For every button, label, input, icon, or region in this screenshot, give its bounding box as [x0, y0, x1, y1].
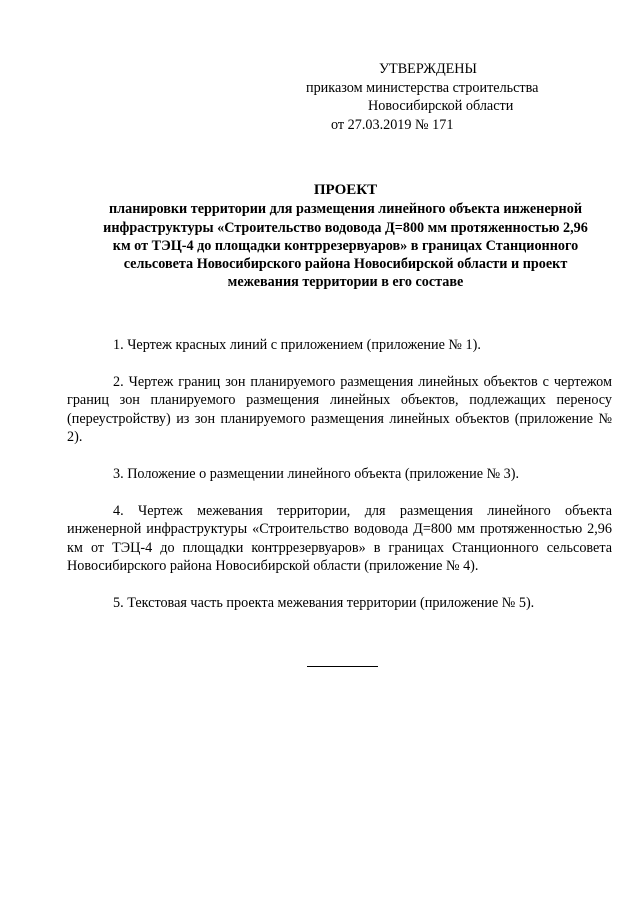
list-item-4: 4. Чертеж межевания территории, для размещения линейного объекта инженерной инфраструктуры «Строительство водовода Д=800 мм протяженностью 2,96 км от ТЭЦ-4 до площадки контррезервуаров» в границах Станционного сельсовета Новосибирского района Новосибирской области (приложение № 4). [67, 502, 612, 575]
list-item-1: 1. Чертеж красных линий с приложением (приложение № 1). [113, 337, 481, 353]
approval-stamp [0, 60, 640, 134]
end-separator-line [307, 666, 378, 667]
title-line: межевания территории в его составе [227, 274, 464, 291]
document-title [78, 181, 613, 292]
approval-status: УТВЕРЖДЕНЫ [379, 61, 477, 77]
title-heading: ПРОЕКТ [313, 182, 378, 198]
approval-region: Новосибирской области [368, 98, 514, 114]
list-item-3: 3. Положение о размещении линейного объекта (приложение № 3). [113, 465, 520, 482]
title-line: планировки территории для размещения линейного объекта инженерной [109, 201, 582, 218]
approval-order-date-number: от 27.03.2019 № 171 [331, 116, 454, 133]
contents-list [67, 336, 612, 631]
list-item-2: 2. Чертеж границ зон планируемого размещения линейных объектов с чертежом границ зон планируемого размещения линейных объектов, подлежащих переносу (переустройству) из зон планируемого размещения линейных объектов (приложение № 2). [67, 373, 612, 446]
title-line: км от ТЭЦ-4 до площадки контррезервуаров» в границах Станционного [112, 237, 579, 254]
title-line: сельсовета Новосибирского района Новосибирской области и проект [123, 256, 568, 273]
title-line: инфраструктуры «Строительство водовода Д=800 мм протяженностью 2,96 [103, 219, 588, 236]
list-item-5: 5. Текстовая часть проекта межевания территории (приложение № 5). [113, 594, 535, 611]
approval-authority: приказом министерства строительства [306, 79, 539, 96]
